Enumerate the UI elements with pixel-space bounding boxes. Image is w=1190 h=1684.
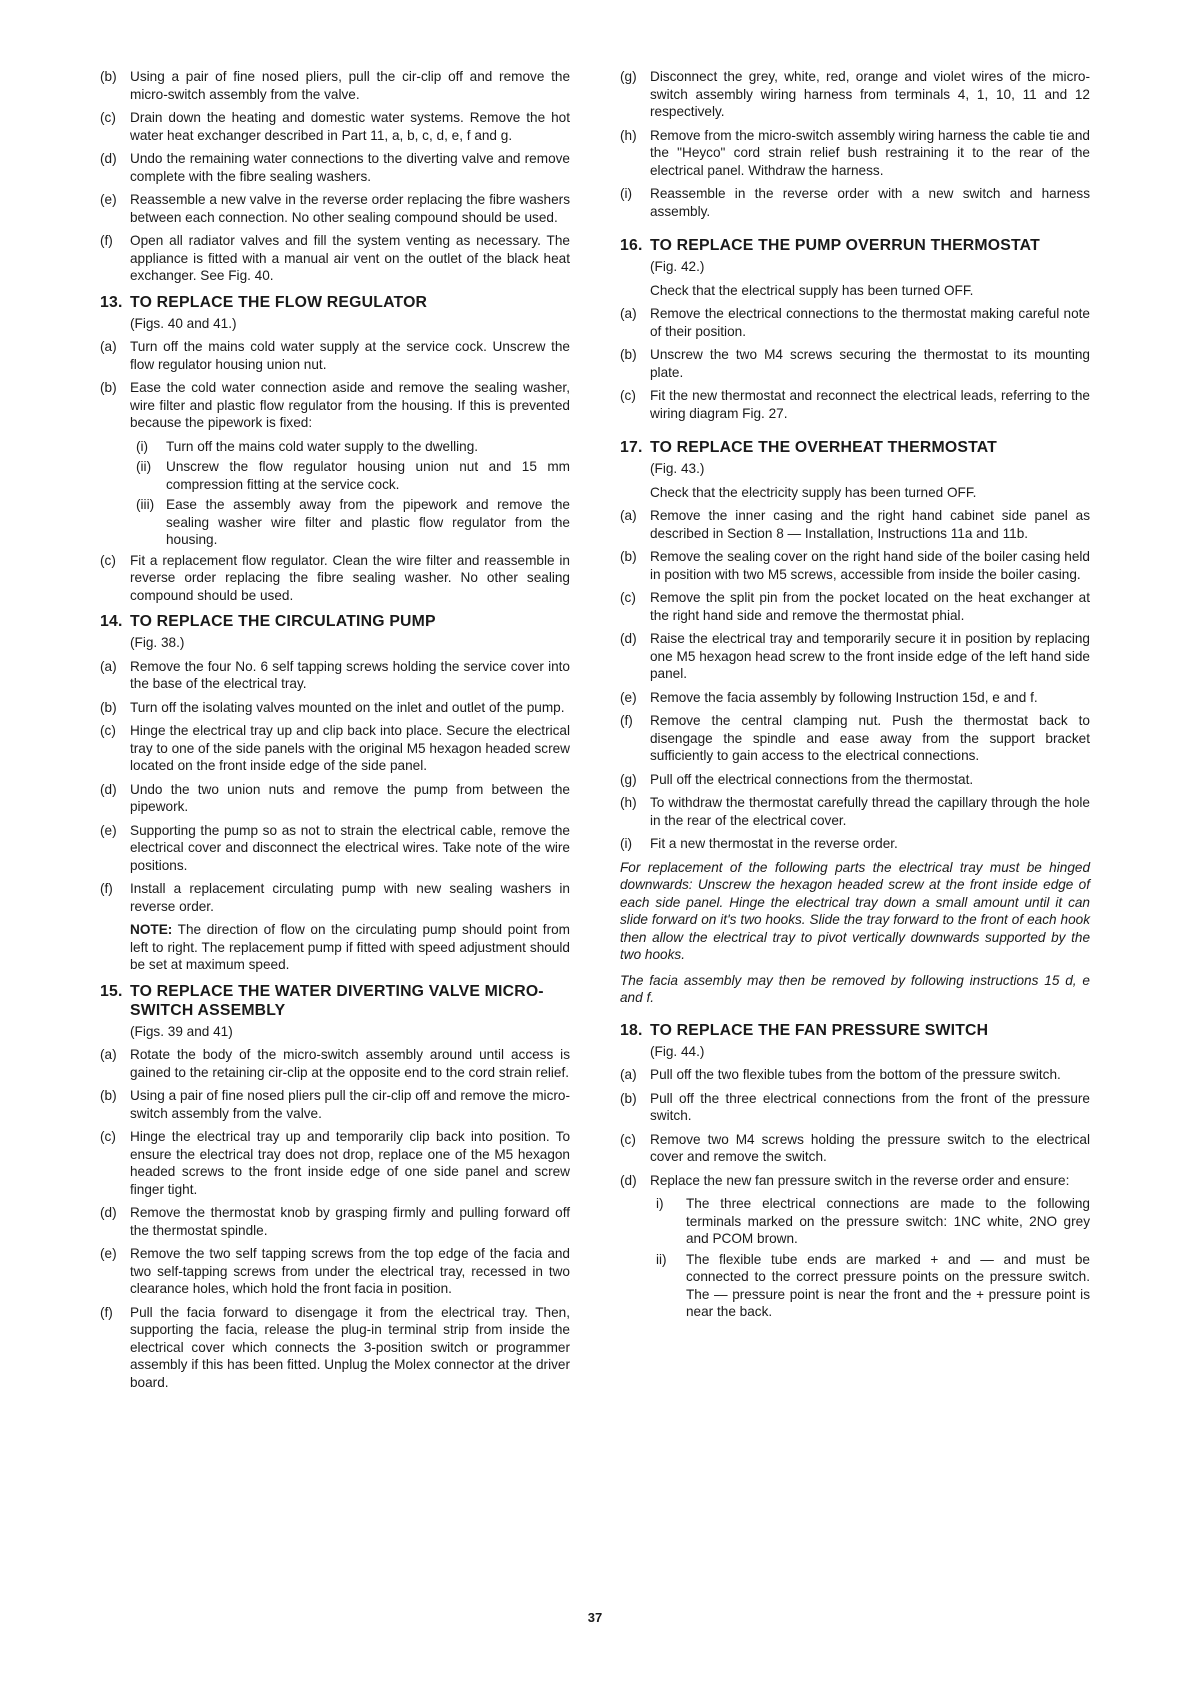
section-13-sub-item-i: (i) Turn off the mains cold water supply to the dwelling. — [136, 438, 479, 454]
section-17-heading: 17. TO REPLACE THE OVERHEAT THERMOSTAT — [620, 439, 998, 456]
left-intro-item-b: (b) Using a pair of fine nosed pliers, pull the cir-clip off and remove the micro-switch assembly from the valve. — [100, 69, 570, 102]
section-16-heading: 16. TO REPLACE THE PUMP OVERRUN THERMOSTAT — [620, 237, 1040, 254]
section-13-item-b: (b) Ease the cold water connection aside and remove the sealing washer, wire filter and plastic flow regulator from the housing. If this is prevented because the pipework is fixed: — [100, 380, 570, 430]
left-column — [100, 68, 570, 1397]
section-15-item-f: (f) Pull the facia forward to disengage it from the electrical tray. Then, supporting the facia, release the plug-in terminal strip from inside the electrical cover which connects the 3-position switch or programmer assembly if this has been fitted. Unplug the Molex connector at the driver board. — [100, 1304, 570, 1390]
section-13-sub-item-ii: (ii) Unscrew the flow regulator housing union nut and 15 mm compression fitting at the service cock. — [136, 459, 570, 492]
section-17-item-i: (i) Fit a new thermostat in the reverse order. — [620, 836, 898, 851]
section-17-check: Check that the electricity supply has been turned OFF. — [650, 484, 977, 500]
section-16-item-b: (b) Unscrew the two M4 screws securing the thermostat to its mounting plate. — [620, 347, 1090, 380]
section-16-figure-ref: (Fig. 42.) — [650, 259, 705, 274]
section-15-item-d: (d) Remove the thermostat knob by grasping firmly and pulling forward off the thermostat spindle. — [100, 1205, 570, 1238]
section-13-figure-ref: (Figs. 40 and 41.) — [130, 315, 237, 331]
section-16-check: Check that the electrical supply has been turned OFF. — [650, 282, 974, 298]
section-14-note — [130, 921, 570, 974]
section-18-item-d: (d) Replace the new fan pressure switch in the reverse order and ensure: — [620, 1172, 1070, 1188]
section-17-item-b: (b) Remove the sealing cover on the right hand side of the boiler casing held in position with two M5 screws, accessible from inside the boiler casing. — [620, 549, 1090, 582]
left-intro-item-e: (e) Reassemble a new valve in the reverse order replacing the fibre washers between each connection. No other sealing compound should be used. — [100, 192, 570, 225]
section-15-item-c: (c) Hinge the electrical tray up and temporarily clip back into position. To ensure the electrical tray does not drop, replace one of the M5 hexagon headed screws to the front inside edge of one side panel and screw finger tight. — [100, 1129, 570, 1197]
right-intro-item-i: (i) Reassemble in the reverse order with a new switch and harness assembly. — [620, 186, 1090, 219]
section-17-figure-ref: (Fig. 43.) — [650, 461, 705, 476]
section-17-item-c: (c) Remove the split pin from the pocket located on the heat exchanger at the right hand side and remove the thermostat phial. — [620, 590, 1090, 623]
section-14-item-e: (e) Supporting the pump so as not to strain the electrical cable, remove the electrical cover and disconnect the electrical wires. Take note of the wire positions. — [100, 822, 570, 873]
section-13-item-c: (c) Fit a replacement flow regulator. Clean the wire filter and reassemble in reverse order replacing the fibre sealing washer. No other sealing compound should be used. — [100, 552, 570, 603]
section-15-heading: 15. TO REPLACE THE WATER DIVERTING VALVE MICRO-SWITCH ASSEMBLY — [100, 982, 544, 1019]
section-15-item-b: (b) Using a pair of fine nosed pliers pull the cir-clip off and remove the micro-switch assembly from the valve. — [100, 1088, 570, 1121]
section-18-item-b: (b) Pull off the three electrical connections from the front of the pressure switch. — [620, 1090, 1090, 1123]
section-18-sub-item-i: i) The three electrical connections are made to the following terminals marked on the pressure switch: 1NC white, 2NO grey and PCOM brown. — [656, 1196, 1090, 1246]
left-intro-item-f: (f) Open all radiator valves and fill the system venting as necessary. The appliance is fitted with a manual air vent on the outlet of the black heat exchanger. See Fig. 40. — [100, 233, 570, 283]
right-intro-item-h: (h) Remove from the micro-switch assembly wiring harness the cable tie and the "Heyco" cord strain relief bush restraining it to the rear of the electrical panel. Withdraw the harness. — [620, 127, 1090, 178]
section-18-heading: 18. TO REPLACE THE FAN PRESSURE SWITCH — [620, 1021, 989, 1039]
section-14-item-d: (d) Undo the two union nuts and remove the pump from between the pipework. — [100, 781, 570, 814]
section-18-figure-ref: (Fig. 44.) — [650, 1043, 705, 1059]
section-15-figure-ref: (Figs. 39 and 41) — [130, 1023, 233, 1039]
section-17-item-g: (g) Pull off the electrical connections from the thermostat. — [620, 771, 974, 787]
section-15-item-a: (a) Rotate the body of the micro-switch assembly around until access is gained to the retaining cir-clip at the opposite end to the cord strain relief. — [100, 1047, 570, 1080]
section-13-sub-item-iii: (iii) Ease the assembly away from the pipework and remove the sealing washer wire filter and plastic flow regulator from the housing. — [136, 497, 570, 547]
note-text: The direction of flow on the circulating pump should point from left to right. The replacement pump if fitted with speed adjustment should be set at maximum speed. — [130, 922, 570, 972]
section-14-item-a: (a) Remove the four No. 6 self tapping screws holding the service cover into the base of the electrical tray. — [100, 658, 570, 691]
note-label: NOTE: — [130, 922, 173, 937]
page-number: 37 — [587, 1610, 603, 1625]
section-16-item-a: (a) Remove the electrical connections to the thermostat making careful note of their position. — [620, 306, 1090, 339]
section-14-item-b: (b) Turn off the isolating valves mounted on the inlet and outlet of the pump. — [100, 699, 565, 715]
section-17-italic-note-2: The facia assembly may then be removed by following instructions 15 d, e and f. — [620, 972, 1090, 1005]
left-intro-item-d: (d) Undo the remaining water connections to the diverting valve and remove complete with the fibre sealing washers. — [100, 151, 570, 184]
right-column — [620, 68, 1090, 1324]
section-17-item-d: (d) Raise the electrical tray and temporarily secure it in position by replacing one M5 hexagon head screw to the front inside edge of the left hand side panel. — [620, 631, 1090, 681]
section-15-item-e: (e) Remove the two self tapping screws from the top edge of the facia and two self-tapping screws from under the electrical tray, recessed in two clearance holes, which hold the front facia in position. — [100, 1246, 570, 1296]
section-13-heading: 13. TO REPLACE THE FLOW REGULATOR — [100, 293, 428, 311]
left-intro-item-c: (c) Drain down the heating and domestic water systems. Remove the hot water heat exchanger described in Part 11, a, b, c, d, e, f and g. — [100, 110, 570, 143]
section-18-sub-item-ii: ii) The flexible tube ends are marked + and — and must be connected to the correct pressure points on the pressure switch. The — pressure point is near the front and the + pressure point is near the back. — [656, 1251, 1090, 1319]
section-16-item-c: (c) Fit the new thermostat and reconnect the electrical leads, referring to the wiring diagram Fig. 27. — [620, 388, 1090, 421]
section-14-item-f: (f) Install a replacement circulating pump with new sealing washers in reverse order. — [100, 881, 570, 914]
section-13-item-a: (a) Turn off the mains cold water supply at the service cock. Unscrew the flow regulator housing union nut. — [100, 339, 570, 372]
right-intro-item-g: (g) Disconnect the grey, white, red, orange and violet wires of the micro-switch assembly wiring harness from terminals 4, 1, 10, 11 and 12 respectively. — [620, 69, 1090, 119]
section-14-heading: 14. TO REPLACE THE CIRCULATING PUMP — [100, 613, 436, 630]
section-18-item-c: (c) Remove two M4 screws holding the pressure switch to the electrical cover and remove the switch. — [620, 1131, 1090, 1164]
section-18-item-a: (a) Pull off the two flexible tubes from the bottom of the pressure switch. — [620, 1067, 1061, 1082]
section-17-italic-note-1: For replacement of the following parts the electrical tray must be hinged downwards: Unscrew the hexagon headed screw at the front inside edge of each side panel. Hinge the electrical tray down a small amount until it can slide forward on it's two hooks. Slide the tray forward to the front of each hook then allow the electrical tray to pivot vertically downwards supported by the two hooks. — [620, 859, 1090, 962]
section-17-item-e: (e) Remove the facia assembly by following Instruction 15d, e and f. — [620, 689, 1038, 705]
section-17-item-f: (f) Remove the central clamping nut. Push the thermostat back to disengage the spindle and ease away from the support bracket sufficiently to gain access to the electrical connections. — [620, 713, 1090, 763]
section-17-item-a: (a) Remove the inner casing and the right hand cabinet side panel as described in Section 8 — Installation, Instructions 11a and 11b. — [620, 508, 1090, 541]
section-14-item-c: (c) Hinge the electrical tray up and clip back into place. Secure the electrical tray to one of the side panels with the original M5 hexagon headed screw located on the front inside edge of the side panel. — [100, 723, 570, 773]
section-17-item-h: (h) To withdraw the thermostat carefully thread the capillary through the hole in the rear of the electrical cover. — [620, 795, 1090, 828]
section-14-figure-ref: (Fig. 38.) — [130, 635, 185, 650]
